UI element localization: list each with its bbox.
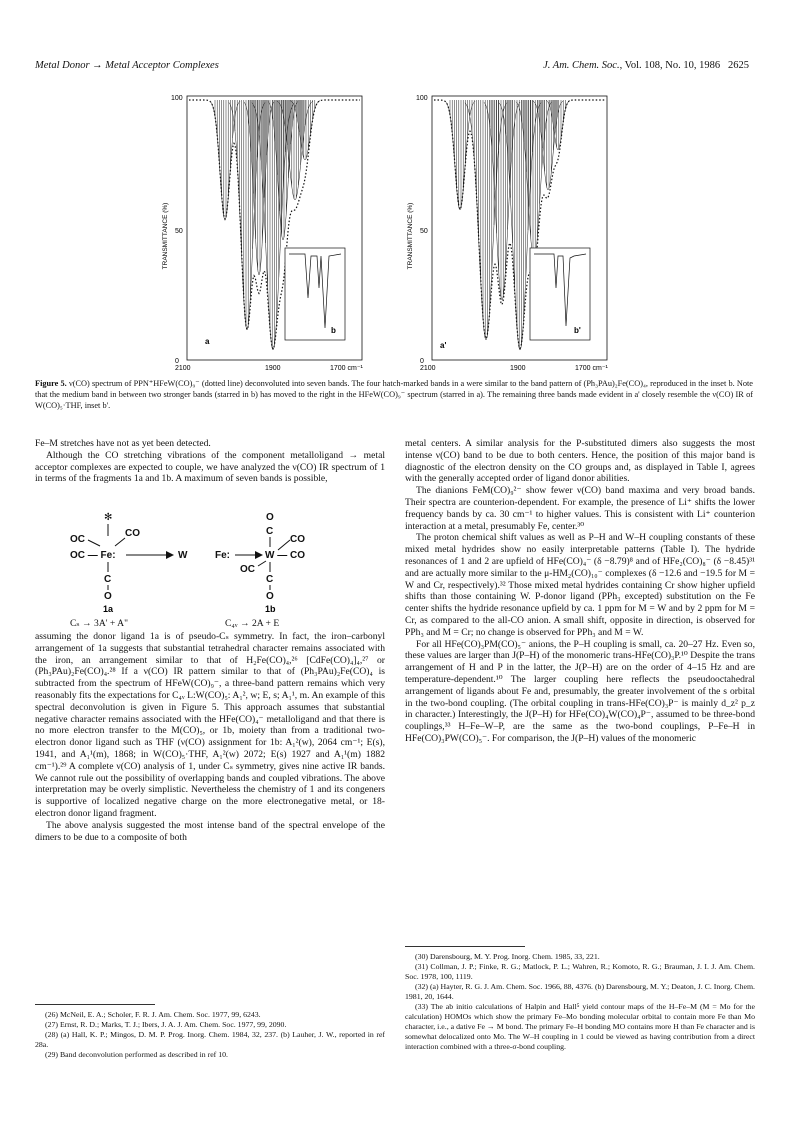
band-1 <box>445 101 475 210</box>
y-tick-50: 50 <box>175 228 183 235</box>
left-paragraph-3: assuming the donor ligand 1a is of pseudo-Cₛ symmetry. In fact, the iron–carbonyl arrangement of 1a suggests that substantial tetrahedral character remains associated with the iron, an arrangement similar to that of H₂Fe(CO)₄,²⁶ [CdFe(CO)₄]₄,²⁷ or (Ph₃PAu)₂Fe(CO)₄.²⁸ If a ν(CO) IR pattern similar to that of (Ph₃PAu)₂Fe(CO)₄ is subtracted from the spectrum of HFeW(CO)₉⁻, a three-band pattern remains which very reasonably fits the expectations for C₄ᵥ L:W(CO)₅: A₁², w; E, s; A₁¹, m. An example of this spectral deconvolution is given in Figure 5. This approach assumes that substantial negative character remains associated with the HFe(CO)₄⁻ metalloligand and that there is no more electron transfer to the M(CO)₅, or 1b, moiety than from a traditional two-electron donor ligand such as THF (ν(CO) assignment for 1b: A₁²(w), 2064 cm⁻¹; E(s), 1941, and A₁¹(m), 1868; in W(CO)₅·THF, A₁²(w) 2072; E(s) 1927 and A₁¹(m) 1882 cm⁻¹).²⁹ A complete ν(CO) analysis of 1, under Cₛ symmetry, gives nine active IR bands. We cannot rule out the possibility of overlapping bands and coupled vibrations. The above interpretation may be overly simplistic. Nevertheless the chemistry of 1 and its congeners is supportive of localized negative charge on the more electronegative metal, or 18-electron donor ligand fragment. <box>35 631 385 819</box>
svg-text:CO: CO <box>290 534 305 545</box>
journal-volume: Vol. 108, No. 10, 1986 <box>624 60 721 71</box>
right-paragraph-3: The proton chemical shift values as well as P–H and W–H coupling constants of these mixed metal hydrides show no easily interpretable patterns (Table I). The hydride resonances of 1 and 2 are upfield of HFe(CO)₄⁻ (δ −8.79)⁸ and of HFe₂(CO)₈⁻ (δ −8.45)³¹ and are actually more similar to the μ-HM₂(CO)₁₀⁻ complexes (δ −12.6 and −19.5 for M = W and Cr, respectively).³² Those mixed metal hydrides containing Cr show higher upfield shifts than those containing W. P-donor ligand (PPh₃ excepted) substitution on the Fe center shifts the hydride resonance upfield by ca. 1 ppm for M = W and by 2 ppm for M = Cr, as compared to the all-CO anion. A small shift, opposite in direction, is observed for PPh₃ and M = Cr; no change is observed for PPh₃ and M = W. <box>405 532 755 638</box>
footnote-26: (26) McNeil, E. A.; Scholer, F. R. J. Am. Chem. Soc. 1977, 99, 6243. <box>45 1010 261 1019</box>
footnote-33: (33) The ab initio calculations of Halpin and Hall⁵ yield contour maps of the H–Fe–M (M = Mo for the calculation) HOMOs which show the primary Fe–Mo bonding molecular orbital to contain more Fe than Mo character, i.e., a dative Fe → M bond. The primary Fe–H bonding MO contains more H than Fe character and is somewhat delocalized onto Mo. The W–H coupling in 1 could be viewed as having contribution from a direct interaction combined with a three-σ-bond coupling. <box>405 1002 755 1051</box>
running-title: Metal Donor → Metal Acceptor Complexes <box>35 60 219 71</box>
x-tick-2100: 2100 <box>175 365 191 372</box>
left-paragraph-4: The above analysis suggested the most intense band of the spectral envelope of the dimers to be due to a composite of both <box>35 819 385 843</box>
footnote-29: (29) Band deconvolution performed as described in ref 10. <box>45 1050 228 1059</box>
band-2 <box>229 103 265 330</box>
panel-a-label: a <box>205 337 210 346</box>
x-tick-1900: 1900 <box>265 365 281 372</box>
svg-text:OC: OC <box>70 534 85 545</box>
right-paragraph-4: For all HFe(CO)₃PM(CO)₅⁻ anions, the P–H coupling is small, ca. 20–27 Hz. Even so, these values are larger than J(P–H) of the monomeric trans-HFe(CO)₃P.¹⁰ Despite the trans arrangement of H and P in the latter, the J(P–H) are on the order of 4–15 Hz and are temperature-dependent.¹⁰ The larger coupling here reflects the pseudooctahedral arrangement of ligands about Fe and, presumably, the greater involvement of the s orbital in the two-bond coupling. (The orbital coupling in trans-HFe(CO)₃P⁻ is mainly d_z² p_z in character.) Interestingly, the J(P–H) for HFe(CO)₄W(CO)₄P⁻, assumed to be three-bond couplings,³³ H–Fe–W–P, are the same as the two-bond couplings, P–Fe–H in HFe(CO)₃PW(CO)₅⁻. For comparison, the J(P–H) values of the monomeric <box>405 638 755 744</box>
left-paragraph-1: Fe–M stretches have not as yet been detected. <box>35 438 211 449</box>
right-paragraph-1: metal centers. A similar analysis for the P-substituted dimers also suggests the most intense ν(CO) band to be due to both centers. Hence, the position of this major band is diagnostic of the electron density on the CO groups and, as displayed in Table I, agrees with the generally accepted order of ligand donor abilities. <box>405 438 755 485</box>
right-footnotes <box>405 952 755 1052</box>
figure-caption <box>35 378 753 411</box>
symmetry-1b: C₄ᵥ → 2A + E <box>225 618 280 629</box>
caption-label: Figure 5. <box>35 379 67 388</box>
svg-text:O: O <box>266 512 274 523</box>
left-footnote-rule <box>35 1004 155 1005</box>
svg-text:O: O <box>266 591 274 602</box>
inset-b-frame <box>285 248 345 340</box>
journal-name: J. Am. Chem. Soc. <box>543 60 620 71</box>
y-tick-100-2: 100 <box>416 95 428 102</box>
caption-text: ν(CO) spectrum of PPN⁺HFeW(CO)₉⁻ (dotted line) deconvoluted into seven bands. The four hatch-marked bands in a were similar to the band pattern of (Ph₃PAu)₂Fe(CO)₄, reproduced in the inset b. Note that the medium band in between two stronger bands (starred in b) has moved to the right in the HFeW(CO)₉⁻ spectrum (starred in a). The remaining three bands made evident in a' closely resemble the ν(CO) IR of W(CO)₅·THF, inset b'. <box>35 379 753 410</box>
y-tick-100: 100 <box>171 95 183 102</box>
svg-text:C: C <box>266 526 274 537</box>
x-tick-1900-2: 1900 <box>510 365 526 372</box>
svg-text:W — CO: W — CO <box>265 550 305 561</box>
right-column <box>405 438 755 745</box>
figure-panel-a <box>155 88 370 376</box>
inset-b-prime-label: b' <box>574 326 581 335</box>
footnote-31: (31) Collman, J. P.; Finke, R. G.; Matlock, P. L.; Wahren, R.; Komoto, R. G.; Brauman, J. I. J. Am. Chem. Soc. 1978, 100, 1119. <box>405 962 755 981</box>
y-axis-label: TRANSMITTANCE (%) <box>162 202 169 270</box>
panel-a-prime-label: a' <box>440 341 447 350</box>
x-tick-2100-2: 2100 <box>420 365 436 372</box>
y-axis-label-2: TRANSMITTANCE (%) <box>407 202 414 270</box>
left-footnotes <box>35 1010 385 1060</box>
band-6 <box>277 101 313 200</box>
band-1 <box>210 101 240 220</box>
y-tick-50-2: 50 <box>420 228 428 235</box>
page-number: 2625 <box>728 60 749 71</box>
svg-text:C: C <box>266 574 274 585</box>
label-1a: 1a <box>103 604 114 614</box>
structures-1a-1b <box>70 510 360 615</box>
left-column-cont <box>35 631 385 843</box>
footnote-30: (30) Darensbourg, M. Y. Prog. Inorg. Chem. 1985, 33, 221. <box>415 952 600 961</box>
band-2 <box>465 103 507 340</box>
x-tick-1700-2: 1700 cm⁻¹ <box>575 365 608 372</box>
left-column <box>35 438 385 485</box>
journal-citation: J. Am. Chem. Soc., Vol. 108, No. 10, 1986 2625 <box>543 60 749 71</box>
inset-b-prime-frame <box>530 248 590 340</box>
figure-panel-a-prime <box>400 88 630 376</box>
svg-text:C: C <box>104 574 112 585</box>
label-1b: 1b <box>265 604 276 614</box>
y-tick-0: 0 <box>175 358 179 365</box>
right-footnote-rule <box>405 946 525 947</box>
y-tick-0-2: 0 <box>420 358 424 365</box>
svg-text:CO: CO <box>125 528 140 539</box>
svg-text:OC: OC <box>240 564 255 575</box>
right-paragraph-2: The dianions FeM(CO)₉²⁻ show fewer ν(CO) band maxima and very broad bands. Their spectra are counterion-dependent. For example, the presence of Li⁺ shifts the lower frequency bands by ca. 30 cm⁻¹ to higher values. This is consistent with Li⁺ counterion interaction at a metal, presumably Fe, center.³⁰ <box>405 485 755 532</box>
symmetry-1a: Cₛ → 3A' + A" <box>70 618 128 629</box>
svg-text:Fe:: Fe: <box>215 550 230 561</box>
left-paragraph-2: Although the CO stretching vibrations of the component metalloligand → metal acceptor complexes are expected to couple, we have analyzed the ν(CO) IR spectrum of 1 in terms of the fragments 1a and 1b. A maximum of seven bands is possible, <box>35 449 385 485</box>
svg-text:OC — Fe:: OC — Fe: <box>70 550 116 561</box>
star-marker: ✻ <box>104 512 113 523</box>
footnote-32: (32) (a) Hayter, R. G. J. Am. Chem. Soc. 1966, 88, 4376. (b) Darensbourg, M. Y.; Deaton, J. C. Inorg. Chem. 1981, 20, 1644. <box>405 982 755 1001</box>
footnote-28: (28) (a) Hall, K. P.; Mingos, D. M. P. Prog. Inorg. Chem. 1984, 32, 237. (b) Lauher, J. W., reported in ref 28a. <box>35 1030 385 1049</box>
svg-text:W: W <box>178 550 188 561</box>
footnote-27: (27) Ernst, R. D.; Marks, T. J.; Ibers, J. A. J. Am. Chem. Soc. 1977, 99, 2090. <box>45 1020 287 1029</box>
svg-text:O: O <box>104 591 112 602</box>
x-tick-1700: 1700 cm⁻¹ <box>330 365 363 372</box>
inset-b-label: b <box>331 326 336 335</box>
